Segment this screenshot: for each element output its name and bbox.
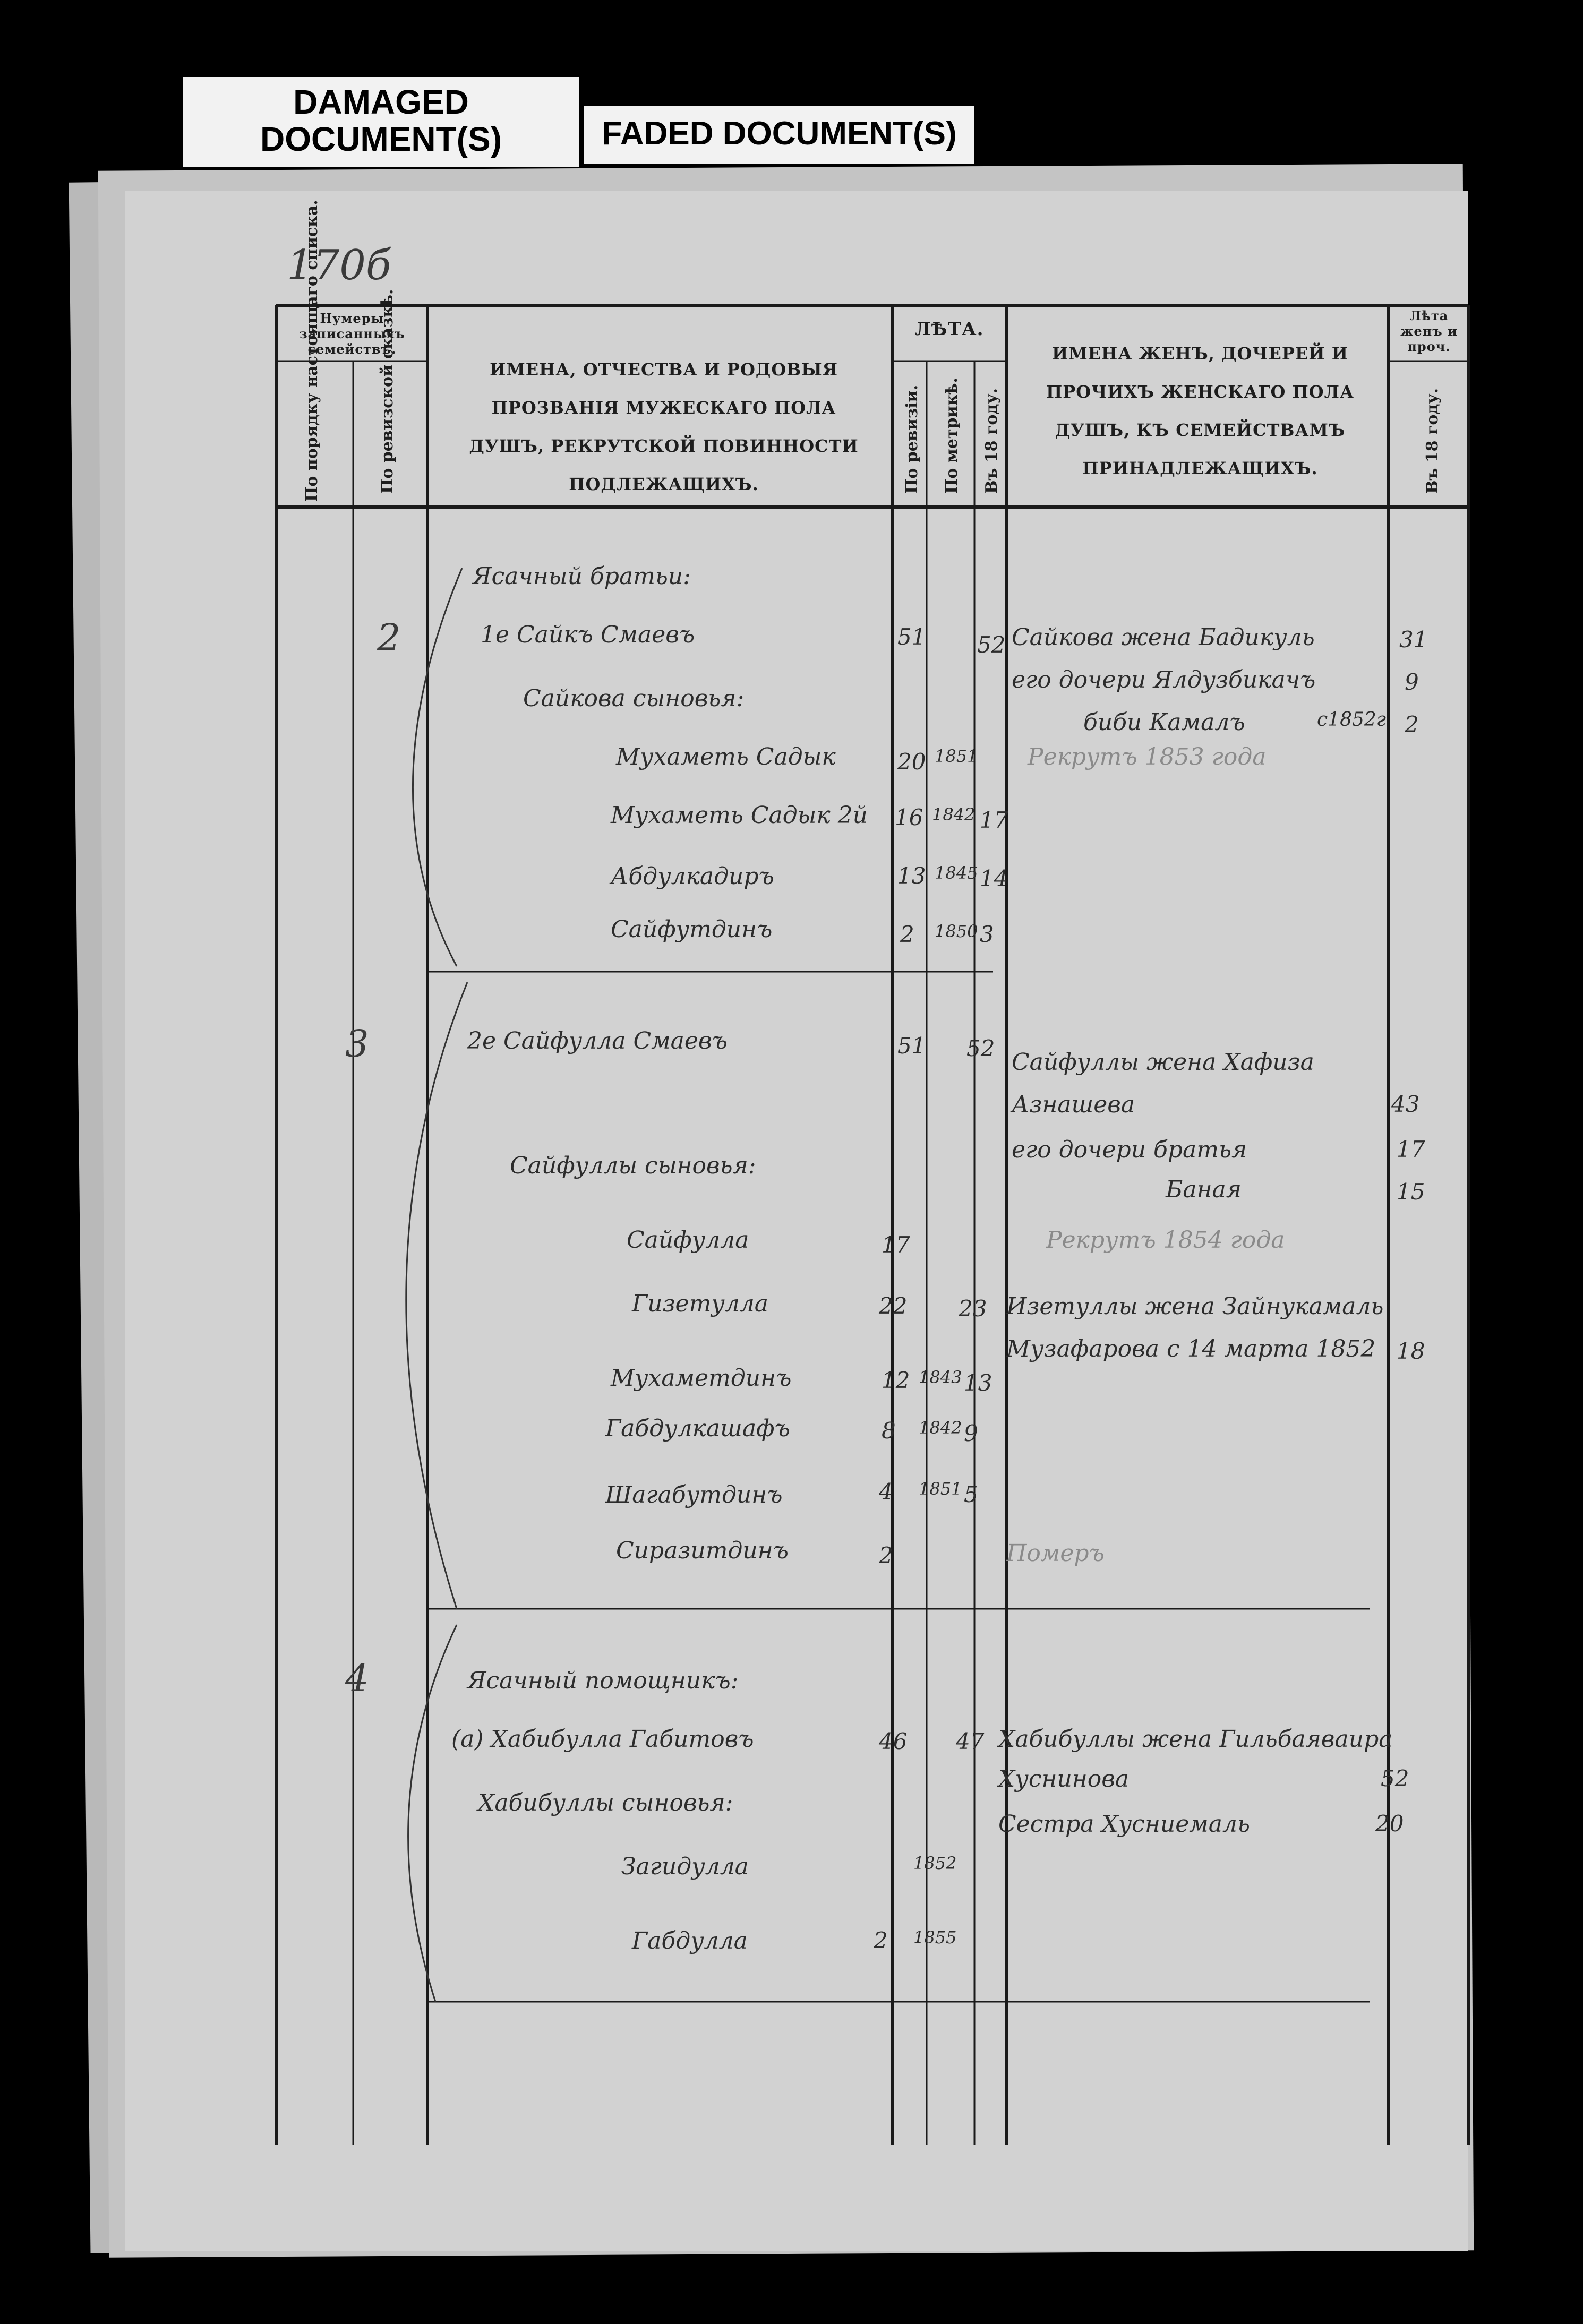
entry1-female-2-age: 9 <box>1405 669 1419 695</box>
entry2-son-6-note: Померъ <box>1006 1540 1105 1567</box>
entry1-sons-heading: Сайкова сыновья: <box>523 685 745 712</box>
header-years: ЛѢТА. <box>914 319 984 340</box>
entry1-son-4: Сайфутдинъ <box>611 916 773 943</box>
entry1-recruit-note: Рекрутъ 1853 года <box>1028 743 1267 770</box>
entry1-female-3-age: 2 <box>1405 711 1419 737</box>
entry2-female-1: Сайфуллы жена Хафиза <box>1012 1049 1314 1076</box>
entry2-son-2: Гизетулла <box>632 1290 769 1317</box>
entry2-son-2-rev: 22 <box>879 1293 908 1319</box>
entry2-son-5-metric: 1851 <box>919 1479 962 1499</box>
entry2-son-1-rev: 17 <box>882 1232 910 1258</box>
entry2-son-2-wife: Изетуллы жена Зайнукамаль <box>1006 1293 1384 1320</box>
entry3-female-1-age: 52 <box>1381 1765 1409 1791</box>
header-col-by-metric: По метрикѣ. <box>943 378 961 494</box>
entry2-sons-heading: Сайфуллы сыновья: <box>510 1152 756 1179</box>
entry1-age-18: 52 <box>977 632 1006 658</box>
header-col-in-18-year: Въ 18 году. <box>982 388 1001 494</box>
entry2-son-6: Сиразитдинъ <box>616 1537 789 1564</box>
entry1-son-2: Мухаметь Садык 2й <box>611 802 868 829</box>
entry2-female-2-age: 17 <box>1397 1136 1425 1162</box>
header-col-current-list: По порядку настоящаго списка. <box>303 200 321 502</box>
entry2-son-3: Мухаметдинъ <box>611 1365 792 1392</box>
entry1-son-3: Абдулкадиръ <box>611 863 774 890</box>
damaged-document-label: DAMAGED DOCUMENT(S) <box>183 77 579 167</box>
entry1-female-3: биби Камалъ <box>1083 709 1245 736</box>
entry1-number: 2 <box>377 616 401 659</box>
entry2-son-2-age-18: 23 <box>959 1296 987 1322</box>
entry1-son-3-metric: 1845 <box>935 863 978 883</box>
entry2-age-18: 52 <box>966 1035 995 1061</box>
entry2-female-3-age: 15 <box>1397 1179 1425 1205</box>
header-col-female-in-18: Въ 18 году. <box>1423 388 1442 494</box>
entry2-name: 2е Сайфулла Смаевъ <box>467 1027 728 1054</box>
entry3-age-18: 47 <box>956 1728 985 1754</box>
entry2-son-4: Габдулкашафъ <box>605 1415 790 1442</box>
entry2-son-4-age-18: 9 <box>964 1420 978 1446</box>
entry1-son-1-metric: 1851 <box>935 746 978 766</box>
entry3-female-2-age: 20 <box>1375 1811 1404 1837</box>
entry3-son-2-metric: 1855 <box>913 1927 957 1948</box>
entry2-son-5-age-18: 5 <box>964 1481 978 1507</box>
entry1-female-2: его дочери Ялдузбикачъ <box>1012 666 1316 693</box>
entry3-son-2-rev: 2 <box>874 1927 888 1953</box>
entry1-female-1-age: 31 <box>1399 627 1428 653</box>
entry2-son-1-note: Рекрутъ 1854 года <box>1046 1227 1285 1254</box>
entry3-rev-age: 46 <box>879 1728 908 1754</box>
entry2-son-2-wife-2: Музафарова с 14 марта 1852 <box>1006 1335 1376 1362</box>
entry2-son-3-age-18: 13 <box>964 1370 992 1396</box>
header-male-names: ИМЕНА, ОТЧЕСТВА И РОДОВЫЯ ПРОЗВАНІЯ МУЖЕСКАГО ПОЛА ДУШЪ, РЕКРУТСКОЙ ПОВИННОСТИ ПОДЛЕЖАЩИХЪ. <box>469 359 859 494</box>
entry2-son-2-wife-age: 18 <box>1397 1338 1425 1364</box>
entry3-number: 4 <box>345 1657 369 1700</box>
entry2-son-6-rev: 2 <box>879 1542 893 1568</box>
entry1-son-4-rev: 2 <box>900 921 914 947</box>
entry1-son-2-metric: 1842 <box>932 804 976 825</box>
entry1-rev-age: 51 <box>897 624 926 650</box>
entry2-female-2: его дочери братья <box>1012 1136 1247 1163</box>
entry2-rev-age: 51 <box>897 1033 926 1059</box>
header-family-numbers: Нумеры записанныхъ семействъ. <box>299 311 405 357</box>
entry1-name: 1е Сайкъ Смаевъ <box>481 621 695 648</box>
header-col-revision-tale: По ревизской сказкѣ. <box>378 289 397 494</box>
entry1-son-3-age-18: 14 <box>980 865 1008 891</box>
entry1-heading: Ясачный братьи: <box>473 563 691 590</box>
entry3-son-1-metric: 1852 <box>913 1853 957 1873</box>
header-female-names: ИМЕНА ЖЕНЪ, ДОЧЕРЕЙ И ПРОЧИХЪ ЖЕНСКАГО ПОЛА ДУШЪ, КЪ СЕМЕЙСТВАМЪ ПРИНАДЛЕЖАЩИХЪ. <box>1046 344 1354 478</box>
entry2-son-4-rev: 8 <box>882 1418 896 1444</box>
entry1-son-4-age-18: 3 <box>980 921 994 947</box>
entry2-son-5: Шагабутдинъ <box>605 1481 783 1508</box>
entry1-female-1: Сайкова жена Бадикуль <box>1012 624 1315 651</box>
entry2-number: 3 <box>345 1022 369 1066</box>
entry3-heading: Ясачный помощникъ: <box>467 1667 739 1694</box>
entry1-female-3-date: с1852г <box>1317 709 1386 731</box>
entry2-son-3-rev: 12 <box>882 1367 910 1393</box>
header-col-by-revision: По ревизіи. <box>903 384 921 494</box>
entry1-son-2-rev: 16 <box>895 804 923 830</box>
entry3-female-1b: Хуснинова <box>998 1765 1130 1793</box>
entry2-son-1: Сайфулла <box>627 1227 749 1254</box>
entry2-son-4-metric: 1842 <box>919 1418 962 1438</box>
entry1-son-1-rev: 20 <box>897 749 926 775</box>
faded-document-label: FADED DOCUMENT(S) <box>584 106 974 164</box>
entry3-sons-heading: Хабибуллы сыновья: <box>478 1789 733 1816</box>
entry2-son-5-rev: 4 <box>879 1479 893 1505</box>
entry2-female-1-age: 43 <box>1391 1091 1420 1117</box>
entry2-female-3: Баная <box>1166 1176 1242 1203</box>
page-number: 170б <box>287 242 391 289</box>
entry3-son-2: Габдулла <box>632 1927 748 1954</box>
entry1-son-2-age-18: 17 <box>980 807 1008 833</box>
entry1-son-4-metric: 1850 <box>935 921 978 941</box>
entry2-female-1b: Азнашева <box>1012 1091 1135 1118</box>
entry3-female-2: Сестра Хусниемаль <box>998 1811 1250 1838</box>
entry3-name: (а) Хабибулла Габитовъ <box>451 1726 754 1753</box>
header-female-years: Лѣта женъ и проч. <box>1400 308 1458 354</box>
entry2-son-3-metric: 1843 <box>919 1367 962 1387</box>
entry1-son-3-rev: 13 <box>897 863 926 889</box>
entry3-female-1: Хабибуллы жена Гильбаяваира <box>998 1726 1393 1753</box>
entry3-son-1: Загидулла <box>621 1853 749 1880</box>
entry1-son-1: Мухаметь Садык <box>616 743 836 770</box>
